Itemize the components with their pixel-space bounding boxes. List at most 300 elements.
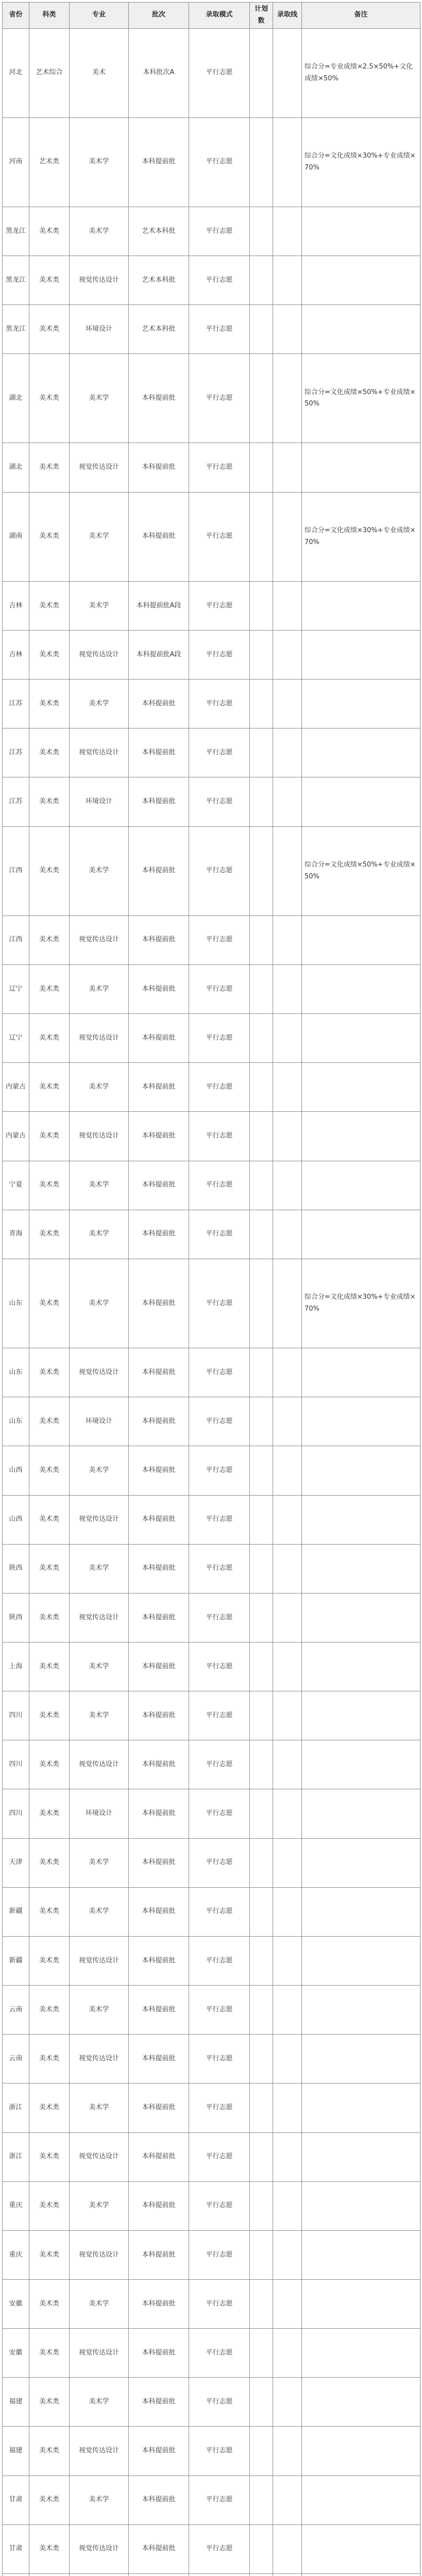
cell-score xyxy=(273,28,302,117)
cell-batch: 本科提前批A段 xyxy=(129,581,189,630)
cell-score xyxy=(273,1112,302,1161)
cell-plan xyxy=(250,1986,273,2035)
cell-category: 美术类 xyxy=(29,1348,70,1397)
cell-mode: 平行志愿 xyxy=(189,777,250,826)
cell-note xyxy=(302,1887,420,1936)
table-row xyxy=(3,1348,420,1397)
cell-province: 福建 xyxy=(3,2378,29,2427)
cell-category: 美术类 xyxy=(29,1446,70,1495)
cell-plan xyxy=(250,1112,273,1161)
cell-category: 美术类 xyxy=(29,492,70,581)
cell-category: 美术类 xyxy=(29,581,70,630)
cell-batch: 本科提前批 xyxy=(129,826,189,916)
cell-score xyxy=(273,492,302,581)
cell-batch: 本科提前批 xyxy=(129,728,189,777)
table-row xyxy=(3,1740,420,1789)
cell-note xyxy=(302,1789,420,1838)
cell-plan xyxy=(250,826,273,916)
cell-category: 美术类 xyxy=(29,1936,70,1985)
cell-score xyxy=(273,1544,302,1593)
cell-category: 美术类 xyxy=(29,256,70,305)
cell-mode: 平行志愿 xyxy=(189,1495,250,1544)
cell-batch: 本科提前批 xyxy=(129,1161,189,1210)
cell-mode: 平行志愿 xyxy=(189,1161,250,1210)
cell-batch: 本科提前批 xyxy=(129,443,189,492)
cell-mode: 平行志愿 xyxy=(189,28,250,117)
cell-plan xyxy=(250,2035,273,2083)
cell-province: 河北 xyxy=(3,28,29,117)
cell-note xyxy=(302,1544,420,1593)
table-row xyxy=(3,826,420,916)
table-row xyxy=(3,1691,420,1740)
cell-score xyxy=(273,964,302,1013)
table-row xyxy=(3,1446,420,1495)
cell-province: 重庆 xyxy=(3,2230,29,2279)
cell-province: 上海 xyxy=(3,1642,29,1691)
cell-category: 美术类 xyxy=(29,1397,70,1446)
cell-major: 美术学 xyxy=(70,1642,129,1691)
cell-province: 陕西 xyxy=(3,1593,29,1642)
cell-plan xyxy=(250,1544,273,1593)
cell-major: 美术学 xyxy=(70,581,129,630)
cell-mode: 平行志愿 xyxy=(189,1063,250,1112)
cell-note xyxy=(302,1838,420,1887)
cell-score xyxy=(273,1397,302,1446)
table-row xyxy=(3,2427,420,2476)
cell-category: 美术类 xyxy=(29,1789,70,1838)
cell-province: 黑龙江 xyxy=(3,305,29,354)
table-row xyxy=(3,354,420,443)
cell-category: 美术类 xyxy=(29,443,70,492)
cell-mode: 平行志愿 xyxy=(189,1544,250,1593)
cell-major: 视觉传达设计 xyxy=(70,2132,129,2181)
cell-category: 美术类 xyxy=(29,2427,70,2476)
cell-major: 美术学 xyxy=(70,1259,129,1348)
table-row xyxy=(3,2476,420,2524)
cell-note xyxy=(302,1397,420,1446)
cell-score xyxy=(273,1740,302,1789)
cell-major: 美术学 xyxy=(70,2280,129,2329)
cell-major: 美术学 xyxy=(70,2476,129,2524)
cell-category: 美术类 xyxy=(29,2524,70,2573)
cell-major: 视觉传达设计 xyxy=(70,1936,129,1985)
cell-batch: 本科提前批 xyxy=(129,117,189,207)
cell-mode: 平行志愿 xyxy=(189,916,250,964)
cell-batch: 本科提前批 xyxy=(129,1348,189,1397)
cell-major: 视觉传达设计 xyxy=(70,1593,129,1642)
cell-category: 美术类 xyxy=(29,305,70,354)
cell-province: 云南 xyxy=(3,2035,29,2083)
cell-batch: 艺术本科批 xyxy=(129,256,189,305)
cell-note xyxy=(302,1936,420,1985)
table-row xyxy=(3,1014,420,1063)
cell-score xyxy=(273,354,302,443)
cell-category xyxy=(29,2573,70,2576)
cell-major: 美术学 xyxy=(70,1544,129,1593)
cell-score xyxy=(273,1014,302,1063)
admission-score-sheet xyxy=(2,2,420,2576)
cell-major: 美术学 xyxy=(70,826,129,916)
cell-plan xyxy=(250,1740,273,1789)
cell-major: 视觉传达设计 xyxy=(70,2035,129,2083)
cell-note xyxy=(302,630,420,679)
cell-major: 美术学 xyxy=(70,680,129,728)
cell-note xyxy=(302,2378,420,2427)
cell-category: 美术类 xyxy=(29,1838,70,1887)
cell-mode: 平行志愿 xyxy=(189,117,250,207)
cell-note xyxy=(302,207,420,256)
cell-province: 辽宁 xyxy=(3,1014,29,1063)
cell-mode xyxy=(189,2573,250,2576)
cell-note xyxy=(302,777,420,826)
cell-note xyxy=(302,2329,420,2378)
cell-note: 综合分=文化成绩×30%+专业成绩×70% xyxy=(302,1259,420,1348)
table-row xyxy=(3,2230,420,2279)
cell-batch: 本科提前批 xyxy=(129,1740,189,1789)
cell-batch: 本科提前批 xyxy=(129,2230,189,2279)
cell-mode: 平行志愿 xyxy=(189,2427,250,2476)
table-row xyxy=(3,443,420,492)
table-row xyxy=(3,728,420,777)
cell-mode: 平行志愿 xyxy=(189,1691,250,1740)
cell-note xyxy=(302,1063,420,1112)
cell-province: 辽宁 xyxy=(3,964,29,1013)
cell-score xyxy=(273,2573,302,2576)
cell-category: 美术类 xyxy=(29,2132,70,2181)
cell-batch: 本科提前批 xyxy=(129,1063,189,1112)
cell-plan xyxy=(250,2280,273,2329)
cell-plan xyxy=(250,1789,273,1838)
cell-batch: 艺术本科批 xyxy=(129,207,189,256)
cell-mode: 平行志愿 xyxy=(189,256,250,305)
cell-note xyxy=(302,2280,420,2329)
cell-province: 四川 xyxy=(3,1740,29,1789)
cell-category: 美术类 xyxy=(29,1740,70,1789)
cell-province: 甘肃 xyxy=(3,2476,29,2524)
cell-plan xyxy=(250,728,273,777)
cell-province: 新疆 xyxy=(3,1887,29,1936)
cell-category: 美术类 xyxy=(29,2035,70,2083)
cell-plan xyxy=(250,2378,273,2427)
cell-note xyxy=(302,2035,420,2083)
cell-major: 美术学 xyxy=(70,1063,129,1112)
cell-province: 湖南 xyxy=(3,492,29,581)
cell-mode: 平行志愿 xyxy=(189,728,250,777)
cell-batch: 本科提前批 xyxy=(129,1691,189,1740)
table-row xyxy=(3,2378,420,2427)
cell-province: 浙江 xyxy=(3,2132,29,2181)
cell-note xyxy=(302,2083,420,2132)
cell-category: 美术类 xyxy=(29,964,70,1013)
cell-mode: 平行志愿 xyxy=(189,2329,250,2378)
cell-note xyxy=(302,2132,420,2181)
cell-mode: 平行志愿 xyxy=(189,2230,250,2279)
cell-major: 视觉传达设计 xyxy=(70,2230,129,2279)
cell-score xyxy=(273,777,302,826)
cell-note xyxy=(302,1593,420,1642)
cell-province: 山西 xyxy=(3,1495,29,1544)
cell-mode: 平行志愿 xyxy=(189,680,250,728)
cell-major: 视觉传达设计 xyxy=(70,443,129,492)
cell-score xyxy=(273,1259,302,1348)
cell-category: 美术类 xyxy=(29,1014,70,1063)
cell-major: 视觉传达设计 xyxy=(70,1112,129,1161)
cell-batch: 本科提前批 xyxy=(129,1936,189,1985)
cell-plan xyxy=(250,2573,273,2576)
cell-major: 美术学 xyxy=(70,1986,129,2035)
cell-batch: 本科提前批 xyxy=(129,777,189,826)
cell-category: 美术类 xyxy=(29,1691,70,1740)
cell-note: 综合分=文化成绩×50%+专业成绩×50% xyxy=(302,354,420,443)
cell-mode: 平行志愿 xyxy=(189,581,250,630)
cell-major: 美术 xyxy=(70,28,129,117)
cell-major: 视觉传达设计 xyxy=(70,2427,129,2476)
cell-major: 美术学 xyxy=(70,2181,129,2230)
cell-plan xyxy=(250,2181,273,2230)
cell-category: 美术类 xyxy=(29,1259,70,1348)
cell-score xyxy=(273,1986,302,2035)
col-header-major: 专业 xyxy=(70,3,129,29)
table-row xyxy=(3,1593,420,1642)
table-row xyxy=(3,2035,420,2083)
cell-score xyxy=(273,1593,302,1642)
cell-batch: 本科提前批 xyxy=(129,2378,189,2427)
cell-category: 美术类 xyxy=(29,2476,70,2524)
table-row xyxy=(3,1495,420,1544)
cell-major: 视觉传达设计 xyxy=(70,1740,129,1789)
cell-plan xyxy=(250,1838,273,1887)
cell-score xyxy=(273,2378,302,2427)
cell-category: 美术类 xyxy=(29,2230,70,2279)
cell-major: 美术学 xyxy=(70,1210,129,1259)
cell-major: 美术学 xyxy=(70,354,129,443)
cell-province: 黑龙江 xyxy=(3,256,29,305)
cell-score xyxy=(273,1789,302,1838)
cell-category: 美术类 xyxy=(29,728,70,777)
cell-score xyxy=(273,2329,302,2378)
cell-mode: 平行志愿 xyxy=(189,2378,250,2427)
table-body xyxy=(3,28,420,2576)
cell-category: 美术类 xyxy=(29,1112,70,1161)
cell-note: 综合分=专业成绩×2.5×50%+文化成绩×50% xyxy=(302,28,420,117)
cell-plan xyxy=(250,305,273,354)
cell-plan xyxy=(250,1642,273,1691)
cell-major: 环境设计 xyxy=(70,777,129,826)
cell-category: 美术类 xyxy=(29,2083,70,2132)
cell-mode: 平行志愿 xyxy=(189,207,250,256)
cell-plan xyxy=(250,630,273,679)
cell-category: 美术类 xyxy=(29,2280,70,2329)
cell-mode: 平行志愿 xyxy=(189,1446,250,1495)
cell-plan xyxy=(250,207,273,256)
cell-mode: 平行志愿 xyxy=(189,1593,250,1642)
cell-mode: 平行志愿 xyxy=(189,1210,250,1259)
cell-category: 艺术综合 xyxy=(29,28,70,117)
cell-mode: 平行志愿 xyxy=(189,1887,250,1936)
cell-plan xyxy=(250,1210,273,1259)
cell-score xyxy=(273,1838,302,1887)
cell-score xyxy=(273,1210,302,1259)
cell-province: 河南 xyxy=(3,117,29,207)
cell-plan xyxy=(250,2476,273,2524)
cell-batch: 本科提前批 xyxy=(129,2524,189,2573)
cell-note xyxy=(302,1210,420,1259)
cell-plan xyxy=(250,964,273,1013)
cell-plan xyxy=(250,443,273,492)
cell-score xyxy=(273,305,302,354)
cell-score xyxy=(273,2230,302,2279)
cell-mode: 平行志愿 xyxy=(189,1259,250,1348)
cell-province: 山东 xyxy=(3,1397,29,1446)
table-row xyxy=(3,2132,420,2181)
cell-major: 视觉传达设计 xyxy=(70,2524,129,2573)
table-row xyxy=(3,1544,420,1593)
cell-province: 湖北 xyxy=(3,354,29,443)
cell-note xyxy=(302,2427,420,2476)
cell-note xyxy=(302,1740,420,1789)
cell-note xyxy=(302,305,420,354)
cell-plan xyxy=(250,117,273,207)
cell-plan xyxy=(250,1397,273,1446)
cell-major: 美术学 xyxy=(70,117,129,207)
cell-plan xyxy=(250,2524,273,2573)
cell-province xyxy=(3,2573,29,2576)
cell-note xyxy=(302,1986,420,2035)
cell-plan xyxy=(250,777,273,826)
cell-major: 环境设计 xyxy=(70,1789,129,1838)
cell-batch: 本科提前批 xyxy=(129,1789,189,1838)
cell-score xyxy=(273,1887,302,1936)
cell-plan xyxy=(250,256,273,305)
cell-score xyxy=(273,1348,302,1397)
cell-plan xyxy=(250,2230,273,2279)
col-header-plan: 计划数 xyxy=(250,3,273,29)
cell-category: 美术类 xyxy=(29,680,70,728)
cell-plan xyxy=(250,1348,273,1397)
cell-mode: 平行志愿 xyxy=(189,1986,250,2035)
cell-category: 美术类 xyxy=(29,1495,70,1544)
col-header-province: 省份 xyxy=(3,3,29,29)
cell-plan xyxy=(250,1161,273,1210)
cell-category: 美术类 xyxy=(29,1887,70,1936)
cell-province: 山东 xyxy=(3,1348,29,1397)
cell-score xyxy=(273,826,302,916)
cell-mode: 平行志愿 xyxy=(189,1397,250,1446)
cell-category: 美术类 xyxy=(29,1063,70,1112)
cell-province: 天津 xyxy=(3,1838,29,1887)
cell-batch: 本科提前批A段 xyxy=(129,630,189,679)
cell-province: 四川 xyxy=(3,1691,29,1740)
cell-note xyxy=(302,1348,420,1397)
cell-plan xyxy=(250,28,273,117)
cell-note xyxy=(302,2476,420,2524)
cell-batch: 本科提前批 xyxy=(129,354,189,443)
cell-category: 美术类 xyxy=(29,207,70,256)
cell-mode: 平行志愿 xyxy=(189,2083,250,2132)
cell-plan xyxy=(250,1593,273,1642)
cell-score xyxy=(273,207,302,256)
cell-mode: 平行志愿 xyxy=(189,1789,250,1838)
cell-batch: 本科提前批 xyxy=(129,1887,189,1936)
cell-category: 美术类 xyxy=(29,1986,70,2035)
table-row xyxy=(3,1397,420,1446)
cell-score xyxy=(273,2181,302,2230)
admission-table xyxy=(2,2,420,2576)
table-row xyxy=(3,2083,420,2132)
table-row xyxy=(3,2181,420,2230)
cell-batch: 本科提前批 xyxy=(129,2132,189,2181)
cell-note xyxy=(302,680,420,728)
cell-batch: 本科提前批 xyxy=(129,1495,189,1544)
cell-batch: 本科提前批 xyxy=(129,1446,189,1495)
cell-province: 山西 xyxy=(3,1446,29,1495)
cell-province: 江苏 xyxy=(3,728,29,777)
cell-note xyxy=(302,1014,420,1063)
cell-category: 美术类 xyxy=(29,826,70,916)
cell-plan xyxy=(250,492,273,581)
cell-province: 青海 xyxy=(3,1210,29,1259)
cell-plan xyxy=(250,2427,273,2476)
cell-note xyxy=(302,1642,420,1691)
cell-province: 安徽 xyxy=(3,2280,29,2329)
cell-plan xyxy=(250,1691,273,1740)
table-row xyxy=(3,492,420,581)
cell-province: 甘肃 xyxy=(3,2524,29,2573)
cell-batch: 本科提前批 xyxy=(129,2181,189,2230)
cell-batch: 本科提前批 xyxy=(129,964,189,1013)
table-row xyxy=(3,680,420,728)
col-header-category: 科类 xyxy=(29,3,70,29)
cell-score xyxy=(273,2280,302,2329)
cell-category: 美术类 xyxy=(29,916,70,964)
cell-batch: 本科提前批 xyxy=(129,2329,189,2378)
cell-plan xyxy=(250,1063,273,1112)
cell-plan xyxy=(250,581,273,630)
cell-note xyxy=(302,2524,420,2573)
cell-score xyxy=(273,2524,302,2573)
table-row xyxy=(3,1887,420,1936)
cell-category: 美术类 xyxy=(29,2378,70,2427)
table-row xyxy=(3,2280,420,2329)
cell-province: 湖北 xyxy=(3,443,29,492)
cell-mode: 平行志愿 xyxy=(189,1642,250,1691)
cell-note xyxy=(302,256,420,305)
cell-major: 视觉传达设计 xyxy=(70,630,129,679)
cell-category: 美术类 xyxy=(29,2329,70,2378)
cell-note xyxy=(302,1446,420,1495)
cell-mode: 平行志愿 xyxy=(189,2181,250,2230)
table-row xyxy=(3,916,420,964)
cell-batch: 本科批次A xyxy=(129,28,189,117)
cell-mode: 平行志愿 xyxy=(189,443,250,492)
cell-score xyxy=(273,2035,302,2083)
cell-major: 美术学 xyxy=(70,492,129,581)
table-row xyxy=(3,28,420,117)
cell-batch: 本科提前批 xyxy=(129,2280,189,2329)
cell-mode: 平行志愿 xyxy=(189,354,250,443)
cell-score xyxy=(273,1063,302,1112)
cell-major: 视觉传达设计 xyxy=(70,256,129,305)
col-header-batch: 批次 xyxy=(129,3,189,29)
cell-province: 江苏 xyxy=(3,680,29,728)
table-row xyxy=(3,2524,420,2573)
cell-province: 安徽 xyxy=(3,2329,29,2378)
cell-score xyxy=(273,728,302,777)
cell-note xyxy=(302,2230,420,2279)
cell-score xyxy=(273,2427,302,2476)
cell-province: 宁夏 xyxy=(3,1161,29,1210)
cell-category: 美术类 xyxy=(29,1593,70,1642)
